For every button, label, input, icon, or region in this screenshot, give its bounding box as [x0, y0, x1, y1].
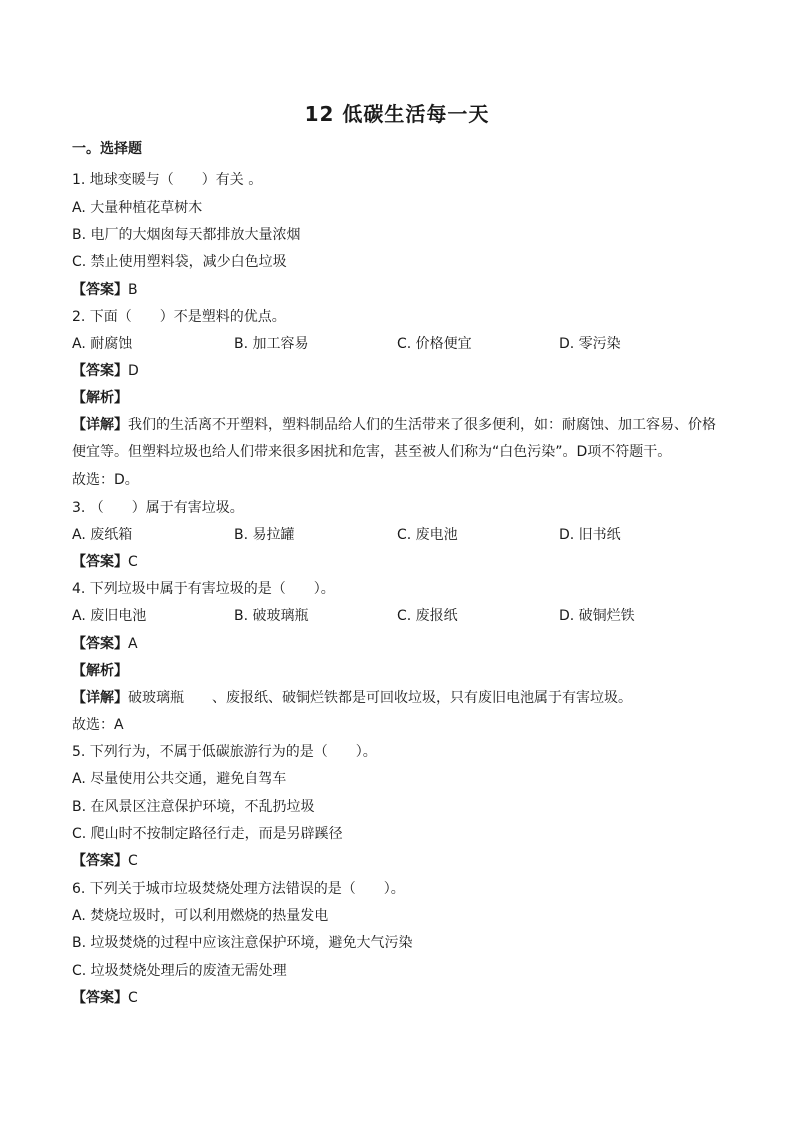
- detail-tag: 【详解】: [72, 690, 128, 706]
- question-3-answer: [72, 553, 138, 571]
- question-5-option-a: A. 尽量使用公共交通，避免自驾车: [72, 771, 287, 787]
- answer-tag: 【答案】: [72, 554, 128, 570]
- question-2-stem: 2. 下面（ ）不是塑料的优点。: [72, 309, 286, 325]
- question-2-answer: [72, 362, 139, 380]
- answer-tag: 【答案】: [72, 636, 128, 652]
- question-2-conclusion: 故选：D。: [72, 472, 139, 488]
- question-5-answer: [72, 852, 138, 870]
- detail-text: 破玻璃瓶 、废报纸、破铜烂铁都是可回收垃圾，只有废旧电池属于有害垃圾。: [128, 690, 632, 706]
- question-2-option-d: D. 零污染: [559, 336, 621, 352]
- question-2-detail: [72, 412, 727, 466]
- question-3-stem: 3. （ ）属于有害垃圾。: [72, 500, 244, 516]
- question-1-option-c: C. 禁止使用塑料袋，减少白色垃圾: [72, 254, 287, 270]
- question-4-stem: 4. 下列垃圾中属于有害垃圾的是（ ）。: [72, 581, 335, 597]
- question-2-option-a: A. 耐腐蚀: [72, 336, 133, 352]
- question-1-option-b: B. 电厂的大烟囱每天都排放大量浓烟: [72, 227, 301, 243]
- question-6-option-b: B. 垃圾焚烧的过程中应该注意保护环境，避免大气污染: [72, 935, 413, 951]
- answer-value: C: [128, 853, 138, 869]
- question-2-option-c: C. 价格便宜: [397, 336, 472, 352]
- answer-value: C: [128, 554, 138, 570]
- answer-tag: 【答案】: [72, 363, 128, 379]
- question-3-option-d: D. 旧书纸: [559, 527, 621, 543]
- question-4-option-c: C. 废报纸: [397, 608, 458, 624]
- question-4-conclusion: 故选：A: [72, 717, 124, 733]
- question-5-stem: 5. 下列行为，不属于低碳旅游行为的是（ ）。: [72, 744, 377, 760]
- question-1-stem: 1. 地球变暖与（ ）有关 。: [72, 172, 263, 188]
- question-2-analysis-tag: 【解析】: [72, 390, 128, 406]
- answer-value: B: [128, 282, 138, 298]
- question-1-answer: [72, 281, 138, 299]
- detail-text: 我们的生活离不开塑料，塑料制品给人们的生活带来了很多便利，如：耐腐蚀、加工容易、价格便宜等。但塑料垃圾也给人们带来很多困扰和危害，甚至被人们称为“白色污染”。D项不符题干。: [72, 417, 716, 460]
- question-4-analysis-tag: 【解析】: [72, 663, 128, 679]
- question-6-option-c: C. 垃圾焚烧处理后的废渣无需处理: [72, 963, 287, 979]
- question-5-option-c: C. 爬山时不按制定路径行走，而是另辟蹊径: [72, 826, 343, 842]
- detail-tag: 【详解】: [72, 417, 128, 433]
- answer-tag: 【答案】: [72, 990, 128, 1006]
- question-6-option-a: A. 焚烧垃圾时，可以利用燃烧的热量发电: [72, 908, 329, 924]
- question-4-answer: [72, 635, 138, 653]
- section-heading: 一。选择题: [72, 141, 142, 157]
- question-4-option-a: A. 废旧电池: [72, 608, 147, 624]
- question-5-option-b: B. 在风景区注意保护环境，不乱扔垃圾: [72, 799, 315, 815]
- question-4-option-d: D. 破铜烂铁: [559, 608, 635, 624]
- page-title: 12 低碳生活每一天: [304, 102, 490, 126]
- answer-value: A: [128, 636, 138, 652]
- question-3-option-a: A. 废纸箱: [72, 527, 133, 543]
- question-6-answer: [72, 989, 138, 1007]
- answer-tag: 【答案】: [72, 853, 128, 869]
- question-3-option-b: B. 易拉罐: [234, 527, 295, 543]
- question-2-option-b: B. 加工容易: [234, 336, 309, 352]
- question-1-option-a: A. 大量种植花草树木: [72, 200, 203, 216]
- question-3-option-c: C. 废电池: [397, 527, 458, 543]
- question-6-stem: 6. 下列关于城市垃圾焚烧处理方法错误的是（ ）。: [72, 881, 405, 897]
- question-4-option-b: B. 破玻璃瓶: [234, 608, 309, 624]
- question-4-detail: [72, 689, 632, 707]
- answer-value: D: [128, 363, 139, 379]
- answer-value: C: [128, 990, 138, 1006]
- answer-tag: 【答案】: [72, 282, 128, 298]
